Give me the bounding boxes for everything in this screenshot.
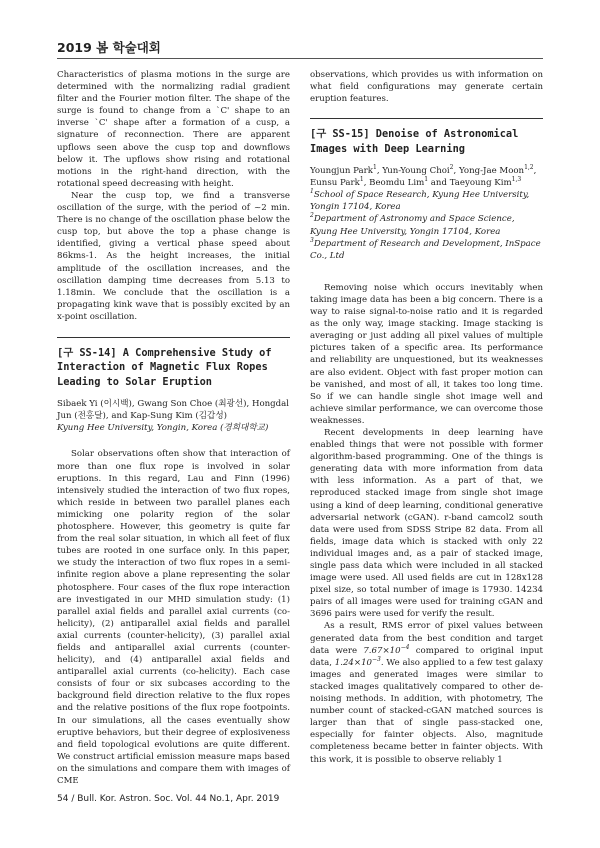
surge-paragraph-2: Near the cusp top, we find a transverse oscillation of the surge, with the period of ~2 min. There is no change of the oscillation phase below the cusp top, but above the top a phase change is identified, giving a vertical phase speed about 86kms-1. As the height increases, the initial amplitude of the oscillation increases, and the oscillation damping time decreases from 5.13 to 1.18min. We conclude that the oscillation is a propagating kink wave that is possibly excited by an x-point oscillation. — [57, 190, 290, 322]
ss15-paragraph-2: Recent developments in deep learning have enabled things that were not possible with former algorithm-based programming. One of the things is generating data with more information from data with less information. As a part of that, we reproduced stacked image from single shot image using a kind of deep learning, conditional generative adversarial network (cGAN). r-band camcol2 south data were used from SDSS Stripe 82 data. From all fields, image data which is stacked with only 22 individual images and, as a pair of stacked image, single pass data which were included in all stacked image were used. All used fields are cut in 128x128 pixel size, so total number of image is 17930. 14234 pairs of all images were used for training cGAN and 3696 pairs were used for verify the result. — [310, 427, 543, 620]
exponent: −3 — [372, 655, 381, 663]
running-header: 2019 봄 학술대회 — [57, 40, 161, 55]
author-name: , Beomdu Lim — [363, 178, 425, 189]
author-name: , Yun-Young Choi — [376, 166, 450, 177]
affiliation-2: Department of Astronomy and Space Science, Kyung Hee University, Yongin 17104, Korea — [310, 214, 515, 237]
ss15-affiliations — [310, 189, 543, 262]
author-affil-mark: 1,2 — [524, 164, 534, 172]
author-name: and Taeyoung Kim — [428, 178, 512, 189]
ss15-paragraph-3 — [310, 620, 543, 765]
surge-paragraph-1: Characteristics of plasma motions in the surge are determined with the normalizing radial gradient filter and the Fourier motion filter. The shape of the surge is found to change from a `C' shape to an inverse `C' shape after a formation of a cusp, a signature of reconnection. There are apparent upflows seen above the cusp top and downflows below it. The upflows show rising and rotational motions in the right-hand direction, with the rotational speed decreasing with height. — [57, 70, 290, 189]
author-name: , Yong-Jae Moon — [453, 166, 525, 177]
text-run: As a result, RMS error of pixel values between generated data from the best condition and target data were — [310, 621, 543, 656]
affil-number: 1 — [310, 188, 314, 196]
rms-value-generated: 7.67×10 — [363, 645, 401, 656]
author-affil-mark: 1 — [424, 176, 429, 184]
exponent: −4 — [400, 643, 410, 651]
author-affil-mark: 1,3 — [511, 176, 522, 184]
ss14-title: [구 SS-14] A Comprehensive Study of Interaction of Magnetic Flux Ropes Leading to Solar Eruption — [57, 337, 290, 389]
ss14-abstract-continued: observations, which provides us with information on what field configurations may generate certain eruption features. — [310, 70, 543, 105]
text-run: . We also applied to a few test galaxy images and generated images were similar to stacked images qualitatively compared to other de-noising methods. In addition, with photometry, The number count of stacked-cGAN matched sources is larger than that of single pass-stacked one, especially for fainter objects. Also, magnitude completeness became better in fainter objects. With this work, it is possible to observe reliably 1 — [310, 657, 543, 765]
author-name: , Eunsu Park — [310, 166, 537, 189]
header-rule — [57, 58, 543, 59]
ss15-paragraph-1: Removing noise which occurs inevitably when taking image data has been a big concern. There is a way to raise signal-to-noise ratio and it is regarded as the only way, image stacking. Image stacking is averaging or just adding all pixel values of multiple pictures taken of a specific area. Its performance and reliability are unquestioned, but its weaknesses are also evident. Object with fast proper motion can be vanished, and most of all, it takes too long time. So if we can handle single shot image well and achieve similar performance, we can overcome those weaknesses. — [310, 282, 543, 426]
left-column — [57, 69, 290, 787]
affil-number: 3 — [310, 236, 314, 244]
ss14-author-names: Sibaek Yi (이시백), Gwang Son Choe (최광선), Hongdal Jun (전홍달), and Kap-Sung Kim (김갑성) — [57, 399, 290, 422]
ss14-affiliation: Kyung Hee University, Yongin, Korea (경희대학교) — [57, 423, 269, 434]
right-column — [310, 69, 543, 766]
affiliation-1: School of Space Research, Kyung Hee University, Yongin 17104, Korea — [310, 190, 530, 213]
affiliation-3: Department of Research and Development, InSpace Co., Ltd — [310, 238, 541, 261]
text-run: compared to original input data, — [310, 645, 543, 668]
ss15-authors — [310, 165, 543, 189]
affil-number: 2 — [310, 212, 314, 220]
ss14-authors — [57, 398, 290, 434]
author-affil-mark: 1 — [372, 164, 377, 172]
ss14-abstract: Solar observations often show that interaction of more than one flux rope is involved in solar eruptions. In this regard, Lau and Finn (1996) intensively studied the interaction of two flux ropes, which reside in between two parallel planes each mimicking one polarity region of the solar photosphere. However, this geometry is quite far from the real solar situation, in which all feet of flux tubes are rooted in one surface only. In this paper, we study the interaction of two flux ropes in a semi-infinite region above a plane representing the solar photosphere. Four cases of the flux rope interaction are investigated in our MHD simulation study: (1) parallel axial fields and parallel axial currents (co-helicity), (2) antiparallel axial fields and parallel axial currents (counter-helicity), (3) parallel axial fields and antiparallel axial currents (counter-helicity), and (4) antiparallel axial fields and antiparallel axial currents (co-helicity). Each case consists of four or six subcases according to the background field direction relative to the flux ropes and the relative positions of the flux rope footpoints. In our simulations, all the cases eventually show eruptive behaviors, but their degree of explosiveness and field topological evolutions are quite different. We construct artificial emission measure maps based on the simulations and compare them with images of CME — [57, 449, 290, 786]
author-name: Youngjun Park — [310, 166, 373, 177]
page-footer: 54 / Bull. Kor. Astron. Soc. Vol. 44 No.1, Apr. 2019 — [57, 794, 280, 804]
author-affil-mark: 2 — [449, 164, 454, 172]
author-affil-mark: 1 — [359, 176, 364, 184]
rms-value-input: 1.24×10 — [334, 657, 373, 668]
ss15-title: [구 SS-15] Denoise of Astronomical Images with Deep Learning — [310, 118, 543, 156]
